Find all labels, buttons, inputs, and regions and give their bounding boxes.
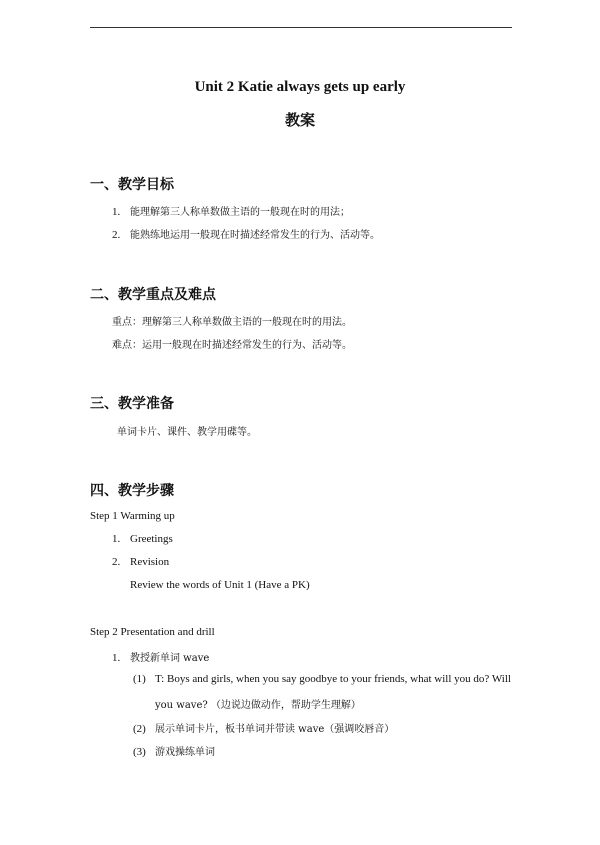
sub-list-text: 游戏操练单词 bbox=[155, 747, 215, 758]
sub-list-item bbox=[133, 673, 511, 685]
sub-list-text: T: Boys and girls, when you say goodbye to your friends, what will you do? Will bbox=[155, 673, 511, 685]
list-number: 1. bbox=[112, 206, 121, 218]
sub-list-text: 展示单词卡片，板书单词并带读 wave（强调咬唇音） bbox=[155, 724, 395, 735]
sub-list-continuation: you wave? （边说边做动作，帮助学生理解） bbox=[155, 700, 361, 711]
list-text: 能熟练地运用一般现在时描述经常发生的行为、活动等。 bbox=[130, 230, 380, 241]
sub-list-item bbox=[133, 720, 394, 735]
key-point-line: 重点：理解第三人称单数做主语的一般现在时的用法。 bbox=[112, 317, 352, 328]
document-subtitle: 教案 bbox=[284, 111, 315, 129]
list-item bbox=[112, 533, 173, 545]
sub-list-number: (1) bbox=[133, 673, 146, 685]
sub-list-item bbox=[133, 743, 215, 758]
list-text: 能理解第三人称单数做主语的一般现在时的用法； bbox=[130, 207, 350, 218]
section-heading-key-points: 二、教学重点及难点 bbox=[90, 287, 216, 303]
list-text: 教授新单词 wave bbox=[130, 653, 210, 664]
step1-title: Step 1 Warming up bbox=[90, 510, 175, 522]
list-item bbox=[112, 226, 380, 241]
list-item bbox=[112, 203, 350, 218]
difficulty-line: 难点：运用一般现在时描述经常发生的行为、活动等。 bbox=[112, 340, 352, 351]
list-text: Revision bbox=[130, 556, 170, 568]
section-heading-steps: 四、教学步骤 bbox=[90, 483, 174, 499]
header-rule bbox=[90, 27, 512, 28]
preparation-line: 单词卡片、课件、教学用碟等。 bbox=[117, 427, 257, 438]
step2-title: Step 2 Presentation and drill bbox=[90, 626, 215, 638]
revision-note: Review the words of Unit 1 (Have a PK) bbox=[130, 579, 310, 591]
list-item bbox=[112, 556, 169, 568]
document-title: Unit 2 Katie always gets up early bbox=[194, 79, 406, 95]
section-heading-objectives: 一、教学目标 bbox=[90, 177, 174, 193]
list-item bbox=[112, 649, 209, 664]
list-number: 2. bbox=[112, 556, 121, 568]
list-text: Greetings bbox=[130, 533, 173, 545]
list-number: 1. bbox=[112, 652, 121, 664]
sub-list-number: (2) bbox=[133, 723, 146, 735]
sub-list-number: (3) bbox=[133, 746, 146, 758]
section-heading-preparation: 三、教学准备 bbox=[90, 396, 174, 412]
list-number: 2. bbox=[112, 229, 121, 241]
list-number: 1. bbox=[112, 533, 121, 545]
